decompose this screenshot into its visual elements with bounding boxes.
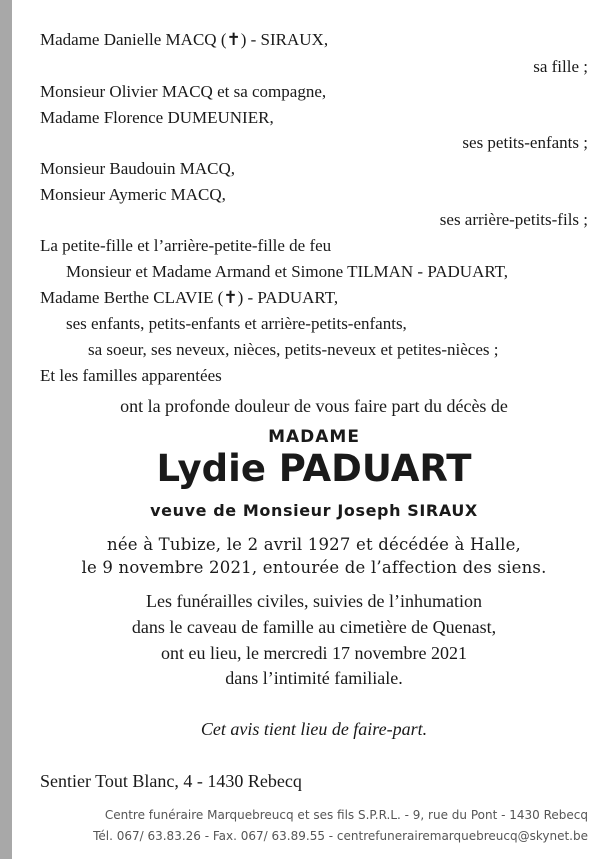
family-line-3: Madame Florence DUMEUNIER,	[40, 108, 274, 127]
family-role-2: ses petits-enfants ;	[462, 133, 588, 152]
notice-text: Cet avis tient lieu de faire-part.	[200, 719, 428, 739]
announcement: ont la profonde douleur de vous faire part du décès de	[120, 396, 508, 416]
family-line-6: La petite-fille et l’arrière-petite-fille de feu	[40, 236, 332, 255]
family-line-9: ses enfants, petits-enfants et arrière-petits-enfants,	[66, 314, 407, 333]
family-role-3: ses arrière-petits-fils ;	[439, 210, 588, 229]
address: Sentier Tout Blanc, 4 - 1430 Rebecq	[40, 771, 302, 791]
family-line-8: Madame Berthe CLAVIE (✝) - PADUART,	[40, 288, 339, 307]
funeral-line-2: dans le caveau de famille au cimetière de Quenast,	[131, 617, 497, 637]
family-line-5: Monsieur Aymeric MACQ,	[40, 185, 226, 204]
funeral-line-3: ont eu lieu, le mercredi 17 novembre 2021	[161, 643, 467, 663]
family-line-10: sa soeur, ses neveux, nièces, petits-neveux et petites-nièces ;	[88, 340, 499, 359]
family-line-4: Monsieur Baudouin MACQ,	[40, 159, 236, 178]
family-line-11: Et les familles apparentées	[40, 366, 222, 385]
family-line-2: Monsieur Olivier MACQ et sa compagne,	[40, 82, 327, 101]
footer-line-1: Centre funéraire Marquebreucq et ses fils S.P.R.L. - 9, rue du Pont - 1430 Rebecq	[104, 808, 588, 822]
family-line-7: Monsieur et Madame Armand et Simone TILMAN - PADUART,	[66, 262, 509, 281]
death-line: le 9 novembre 2021, entourée de l’affection des siens.	[81, 558, 547, 577]
left-margin-bar	[0, 0, 12, 859]
birth-line: née à Tubize, le 2 avril 1927 et décédée à Halle,	[107, 535, 521, 554]
family-role-1: sa fille ;	[533, 57, 588, 76]
footer-line-2: Tél. 067/ 63.83.26 - Fax. 067/ 63.89.55 - centrefunerairemarquebreucq@skynet.be	[93, 829, 588, 843]
deceased-widow: veuve de Monsieur Joseph SIRAUX	[150, 501, 478, 520]
funeral-line-4: dans l’intimité familiale.	[225, 668, 403, 688]
funeral-line-1: Les funérailles civiles, suivies de l’inhumation	[146, 591, 482, 611]
family-line-1: Madame Danielle MACQ (✝) - SIRAUX,	[40, 30, 329, 49]
deceased-name: Lydie PADUART	[156, 447, 472, 490]
deceased-title: MADAME	[268, 427, 360, 447]
